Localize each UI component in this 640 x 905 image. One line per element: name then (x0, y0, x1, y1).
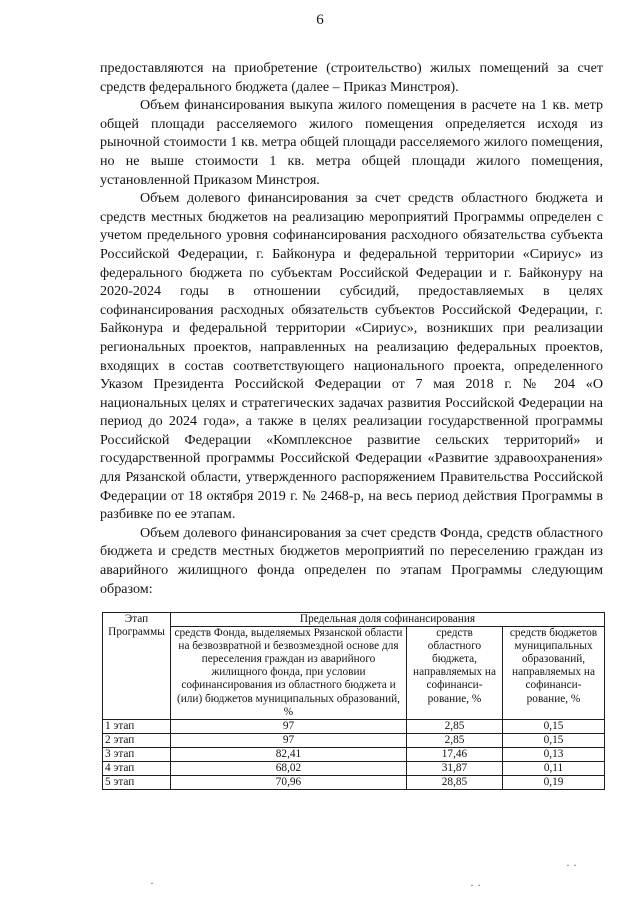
municipal-share-cell: 0,19 (503, 776, 605, 790)
fund-share-cell: 68,02 (171, 762, 407, 776)
table-row (103, 719, 605, 733)
paragraph-cofinancing-by-stage: Объем долевого финансирования за счет средств Фонда, средств областного бюджета и средств местных бюджетов мероприятий по переселению граждан из аварийного жилищного фонда определен по этапам Программы следующим образом: (100, 524, 603, 597)
municipal-share-cell: 0,15 (503, 733, 605, 747)
fund-share-cell: 82,41 (171, 747, 407, 761)
municipal-share-cell: 0,11 (503, 762, 605, 776)
stage-cell: 3 этап (103, 747, 171, 761)
regional-share-cell: 17,46 (407, 747, 503, 761)
regional-share-cell: 28,85 (407, 776, 503, 790)
fund-share-cell: 70,96 (171, 776, 407, 790)
document-body (100, 59, 603, 598)
scan-speck-mark: · · (470, 878, 481, 892)
regional-share-cell: 2,85 (407, 733, 503, 747)
paragraph-continued: предоставляются на приобретение (строительство) жилых помещений за счет средств федерального бюджета (далее – Приказ Минстроя). (100, 60, 603, 95)
regional-budget-share-header: средств областного бюджета, направляемых на софинанси-рование, % (407, 627, 503, 720)
fund-share-cell: 97 (171, 719, 407, 733)
fund-share-header: средств Фонда, выделяемых Рязанской области на безвозвратной и безвозмездной основе для переселения граждан из аварийного жилищного фонда, при условии софинансирования из областного бюджета и (или) бюджетов муниципальных образований, % (171, 627, 407, 720)
scan-speck-mark: · · (566, 858, 577, 872)
cofinancing-group-header: Предельная доля софинансирования (171, 613, 605, 627)
table-row (103, 776, 605, 790)
regional-share-cell: 31,87 (407, 762, 503, 776)
stage-cell: 5 этап (103, 776, 171, 790)
scan-speck-mark: · (150, 876, 154, 890)
stage-cell: 4 этап (103, 762, 171, 776)
paragraph-cofinancing-basis: Объем долевого финансирования за счет средств областного бюджета и средств местных бюджетов на реализацию мероприятий Программы определен с учетом предельного уровня софинансирования расходного обязательства субъекта Российской Федерации, г. Байконура и федеральной территории «Сириус» из федерального бюджета по субъектам Российской Федерации и г. Байконуру на 2020-2024 годы в отношении субсидий, предоставляемых в целях софинансирования расходных обязательств субъектов Российской Федерации, г. Байконура и федеральной территории «Сириус», возникших при реализации региональных проектов, направленных на реализацию федеральных проектов, входящих в состав соответствующего национального проекта, определенного Указом Президента Российской Федерации от 7 мая 2018 г. № 204 «О национальных целях и стратегических задачах развития Российской Федерации на период до 2024 года», а также в целях реализации государственной программы Российской Федерации «Комплексное развитие сельских территорий» и государственной программы Российской Федерации «Развитие здравоохранения» для Рязанской области, утвержденного распоряжением Правительства Российской Федерации от 18 октября 2019 г. № 2468-р, на весь период действия Программы в разбивке по ее этапам. (100, 190, 603, 523)
municipal-budget-share-header: средств бюджетов муниципальных образований, направляемых на софинанси-рование, % (503, 627, 605, 720)
regional-share-cell: 2,85 (407, 719, 503, 733)
table-row (103, 747, 605, 761)
stage-cell: 1 этап (103, 719, 171, 733)
page-number: 6 (316, 12, 324, 28)
table-row (103, 762, 605, 776)
table-row (103, 733, 605, 747)
stage-column-header: Этап Программы (103, 613, 171, 720)
paragraph-redemption-financing: Объем финансирования выкупа жилого помещения в расчете на 1 кв. метр общей площади расселяемого жилого помещения определяется исходя из рыночной стоимости 1 кв. метра общей площади расселяемого жилого помещения, но не выше стоимости 1 кв. метра общей площади жилого помещения, установленной Приказом Минстроя. (100, 97, 603, 188)
municipal-share-cell: 0,13 (503, 747, 605, 761)
cofinancing-table (102, 612, 605, 790)
municipal-share-cell: 0,15 (503, 719, 605, 733)
fund-share-cell: 97 (171, 733, 407, 747)
stage-cell: 2 этап (103, 733, 171, 747)
